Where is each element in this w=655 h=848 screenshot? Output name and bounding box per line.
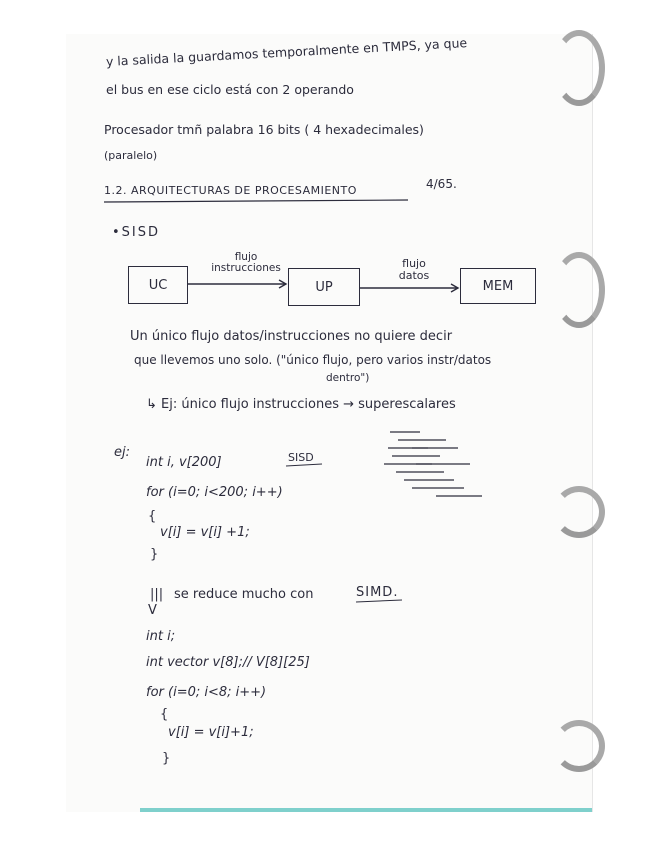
code2-line-2: int vector v[8];// V[8][25] bbox=[146, 655, 310, 670]
note-line-2: el bus en ese ciclo está con 2 operando bbox=[106, 82, 354, 97]
note-line-4: (paralelo) bbox=[104, 149, 158, 162]
page-reference: 4/65. bbox=[426, 177, 457, 191]
explanation-line-3: dentro") bbox=[326, 372, 370, 384]
code2-line-6: } bbox=[162, 751, 171, 766]
up-box: UP bbox=[288, 268, 360, 306]
reduce-line: se reduce mucho con bbox=[174, 587, 314, 602]
simd-underline bbox=[356, 600, 402, 602]
section-title: 1.2. ARQUITECTURAS DE PROCESAMIENTO bbox=[104, 184, 357, 197]
v-glyph: V bbox=[148, 603, 157, 618]
flow-data-label: flujo datos bbox=[398, 257, 430, 282]
note-line-3: Procesador tmñ palabra 16 bits ( 4 hexadecimales) bbox=[104, 122, 424, 137]
note-line-1: y la salida la guardamos temporalmente en TMPS, ya que bbox=[105, 35, 468, 69]
simd-term: SIMD. bbox=[356, 585, 399, 600]
instruction-sketch bbox=[384, 432, 482, 496]
code1-line-2: for (i=0; i<200; i++) bbox=[146, 485, 283, 500]
section-underline bbox=[104, 200, 408, 202]
mem-box: MEM bbox=[460, 268, 536, 304]
example-label: ej: bbox=[114, 445, 130, 460]
code2-line-5: v[i] = v[i]+1; bbox=[168, 725, 254, 740]
flow-instructions-label: flujo instrucciones bbox=[211, 251, 281, 275]
sisd-heading: •SISD bbox=[112, 225, 161, 240]
code1-line-1: int i, v[200] bbox=[146, 455, 222, 470]
code1-line-3: { bbox=[148, 509, 157, 524]
code1-line-4: v[i] = v[i] +1; bbox=[160, 525, 250, 540]
code2-line-3: for (i=0; i<8; i++) bbox=[146, 685, 267, 700]
sisd-tag: SISD bbox=[288, 451, 314, 464]
code1-line-5: } bbox=[150, 547, 159, 562]
explanation-line-2: que llevemos uno solo. ("único flujo, pero varios instr/datos bbox=[134, 353, 492, 367]
code2-line-4: { bbox=[160, 707, 169, 722]
uc-box: UC bbox=[128, 266, 188, 304]
code2-line-1: int i; bbox=[146, 629, 176, 644]
arrow-glyph: ||| bbox=[150, 587, 164, 602]
explanation-line-1: Un único flujo datos/instrucciones no quiere decir bbox=[130, 329, 453, 344]
sisd-underline bbox=[286, 464, 322, 466]
explanation-line-4: ↳ Ej: único flujo instrucciones → superescalares bbox=[146, 397, 456, 412]
